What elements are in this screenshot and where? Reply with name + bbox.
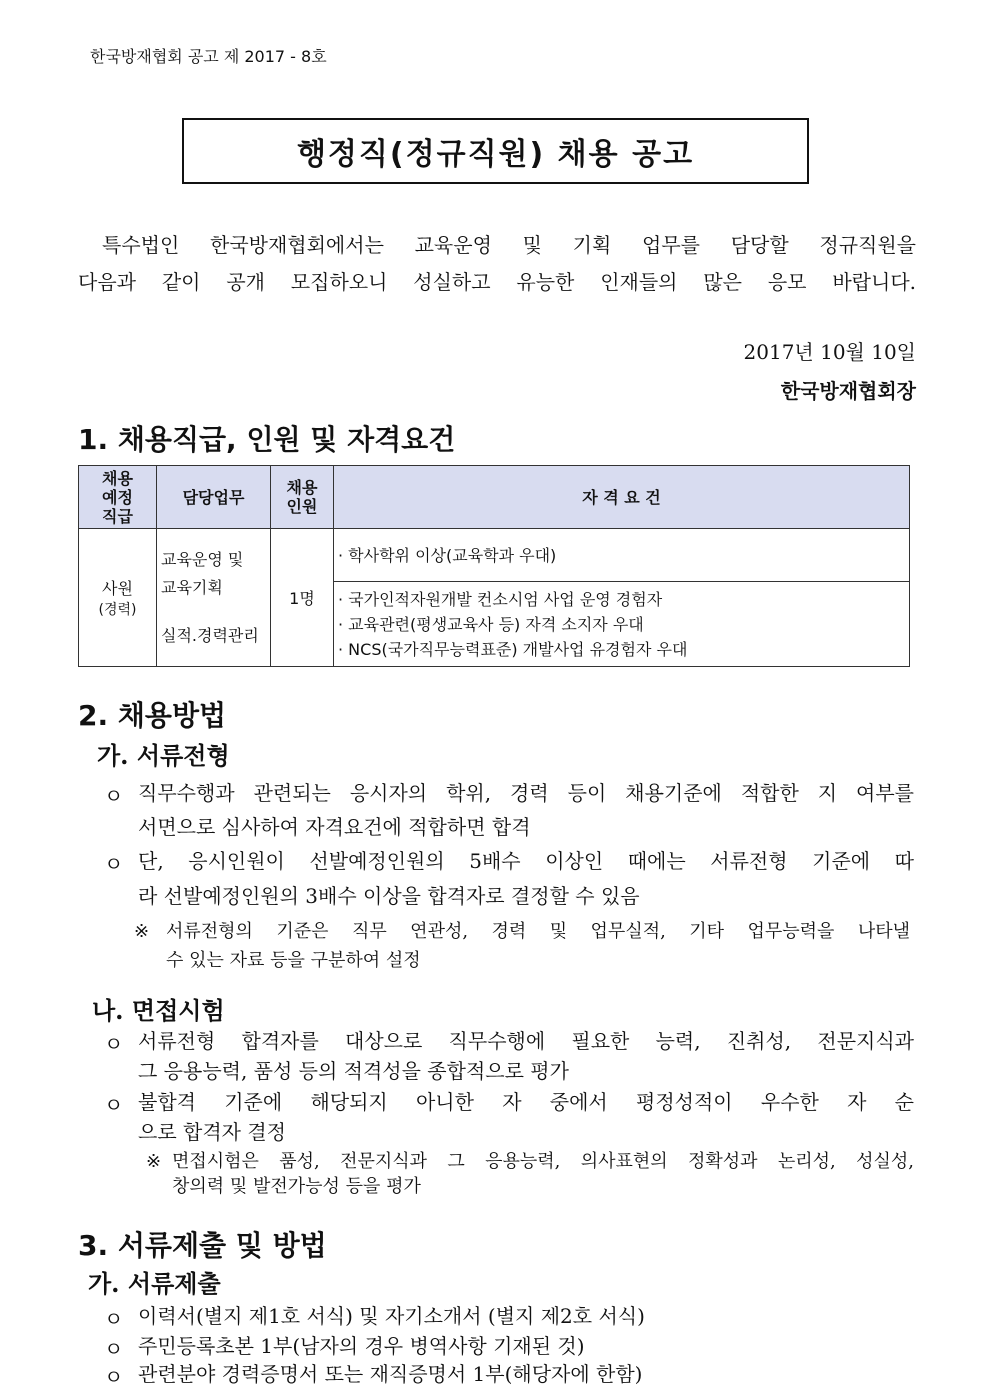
bullet-marker: ㅇ xyxy=(104,1307,124,1331)
section-2b-title: 나. 면접시험 xyxy=(92,996,225,1025)
list-item-line: 직무수행과 관련되는 응시자의 학위, 경력 등이 채용기준에 적합한 지 여부를 xyxy=(138,781,914,805)
note-line: 수 있는 자료 등을 구분하여 설정 xyxy=(166,950,421,971)
qualification-bottom-cell xyxy=(334,582,910,667)
section-2a-title: 가. 서류전형 xyxy=(97,741,230,770)
rank-note: (경력) xyxy=(98,602,137,618)
list-item-line: 불합격 기준에 해당되지 아니한 자 중에서 평정성적이 우수한 자 순 xyxy=(138,1090,914,1114)
bullet-marker: ㅇ xyxy=(104,1093,124,1117)
list-item-line: 주민등록초본 1부(남자의 경우 병역사항 기재된 것) xyxy=(138,1334,585,1358)
count-cell: 1명 xyxy=(271,529,334,667)
bullet-marker: ㅇ xyxy=(104,1365,124,1389)
duty-line: 교육기획 xyxy=(161,577,223,597)
intro-paragraph xyxy=(78,227,916,301)
page-title-text: 행정직(정규직원) 채용 공고 xyxy=(296,137,695,172)
header-rank-line: 직급 xyxy=(102,506,133,526)
note-line: 면접시험은 품성, 전문지식과 그 응용능력, 의사표현의 정확성과 논리성, 성실성, xyxy=(172,1151,914,1172)
rank-value: 사원 xyxy=(102,579,133,598)
qualification-item: · 국가인적자원개발 컨소시엄 사업 운영 경험자 xyxy=(338,589,663,609)
note-marker: ※ xyxy=(134,921,150,942)
intro-line-1: 특수법인 한국방재협회에서는 교육운영 및 기획 업무를 담당할 정규직원을 xyxy=(102,233,916,257)
duty-line: 교육운영 및 xyxy=(161,549,244,569)
notice-number: 한국방재협회 공고 제 2017 - 8호 xyxy=(90,47,327,66)
list-item-line: 이력서(별지 제1호 서식) 및 자기소개서 (별지 제2호 서식) xyxy=(138,1304,645,1328)
header-count-line: 인원 xyxy=(286,497,318,516)
section-3a-title: 가. 서류제출 xyxy=(88,1269,221,1298)
header-count-line: 채용 xyxy=(286,478,318,497)
bullet-marker: ㅇ xyxy=(104,852,124,876)
notice-date: 2017년 10월 10일 xyxy=(743,340,916,364)
table-header-row xyxy=(79,466,910,529)
duty-cell xyxy=(157,529,271,667)
page-title xyxy=(182,118,809,184)
list-item-line: 관련분야 경력증명서 또는 재직증명서 1부(해당자에 한함) xyxy=(138,1362,643,1386)
qualification-top-cell: · 학사학위 이상(교육학과 우대) xyxy=(334,529,910,582)
section-2-title: 2. 채용방법 xyxy=(78,699,227,732)
list-item-line: 라 선발예정인원의 3배수 이상을 합격자로 결정할 수 있음 xyxy=(138,884,640,908)
list-item-line: 그 응용능력, 품성 등의 적격성을 종합적으로 평가 xyxy=(138,1059,569,1083)
header-count xyxy=(271,466,334,529)
list-item-line: 서류전형 합격자를 대상으로 직무수행에 필요한 능력, 진취성, 전문지식과 xyxy=(138,1029,914,1053)
list-item-line: 단, 응시인원이 선발예정인원의 5배수 이상인 때에는 서류전형 기준에 따 xyxy=(138,849,914,873)
list-item-line: 서면으로 심사하여 자격요건에 적합하면 합격 xyxy=(138,815,531,839)
requirements-table xyxy=(78,465,910,667)
note-line: 창의력 및 발전가능성 등을 평가 xyxy=(172,1176,421,1197)
duty-line: 실적.경력관리 xyxy=(161,625,259,645)
rank-cell xyxy=(79,529,157,667)
intro-line-2: 다음과 같이 공개 모집하오니 성실하고 유능한 인재들의 많은 응모 바랍니다. xyxy=(78,270,916,294)
list-item-line: 으로 합격자 결정 xyxy=(138,1120,286,1144)
signer: 한국방재협회장 xyxy=(780,379,916,403)
note-line: 서류전형의 기준은 직무 연관성, 경력 및 업무실적, 기타 업무능력을 나타낼 xyxy=(166,921,910,942)
header-rank xyxy=(79,466,157,529)
table-row xyxy=(79,529,910,582)
qualification-item: · 교육관련(평생교육사 등) 자격 소지자 우대 xyxy=(338,614,644,634)
header-rank-line: 채용 xyxy=(102,468,133,488)
note-marker: ※ xyxy=(146,1151,162,1172)
header-rank-line: 예정 xyxy=(102,487,133,507)
qualification-item: · NCS(국가직무능력표준) 개발사업 유경험자 우대 xyxy=(338,639,688,659)
header-qualifications: 자 격 요 건 xyxy=(334,466,910,529)
bullet-marker: ㅇ xyxy=(104,784,124,808)
header-duty: 담당업무 xyxy=(157,466,271,529)
section-3-title: 3. 서류제출 및 방법 xyxy=(78,1229,327,1262)
bullet-marker: ㅇ xyxy=(104,1032,124,1056)
bullet-marker: ㅇ xyxy=(104,1337,124,1361)
section-1-title: 1. 채용직급, 인원 및 자격요건 xyxy=(78,423,456,456)
